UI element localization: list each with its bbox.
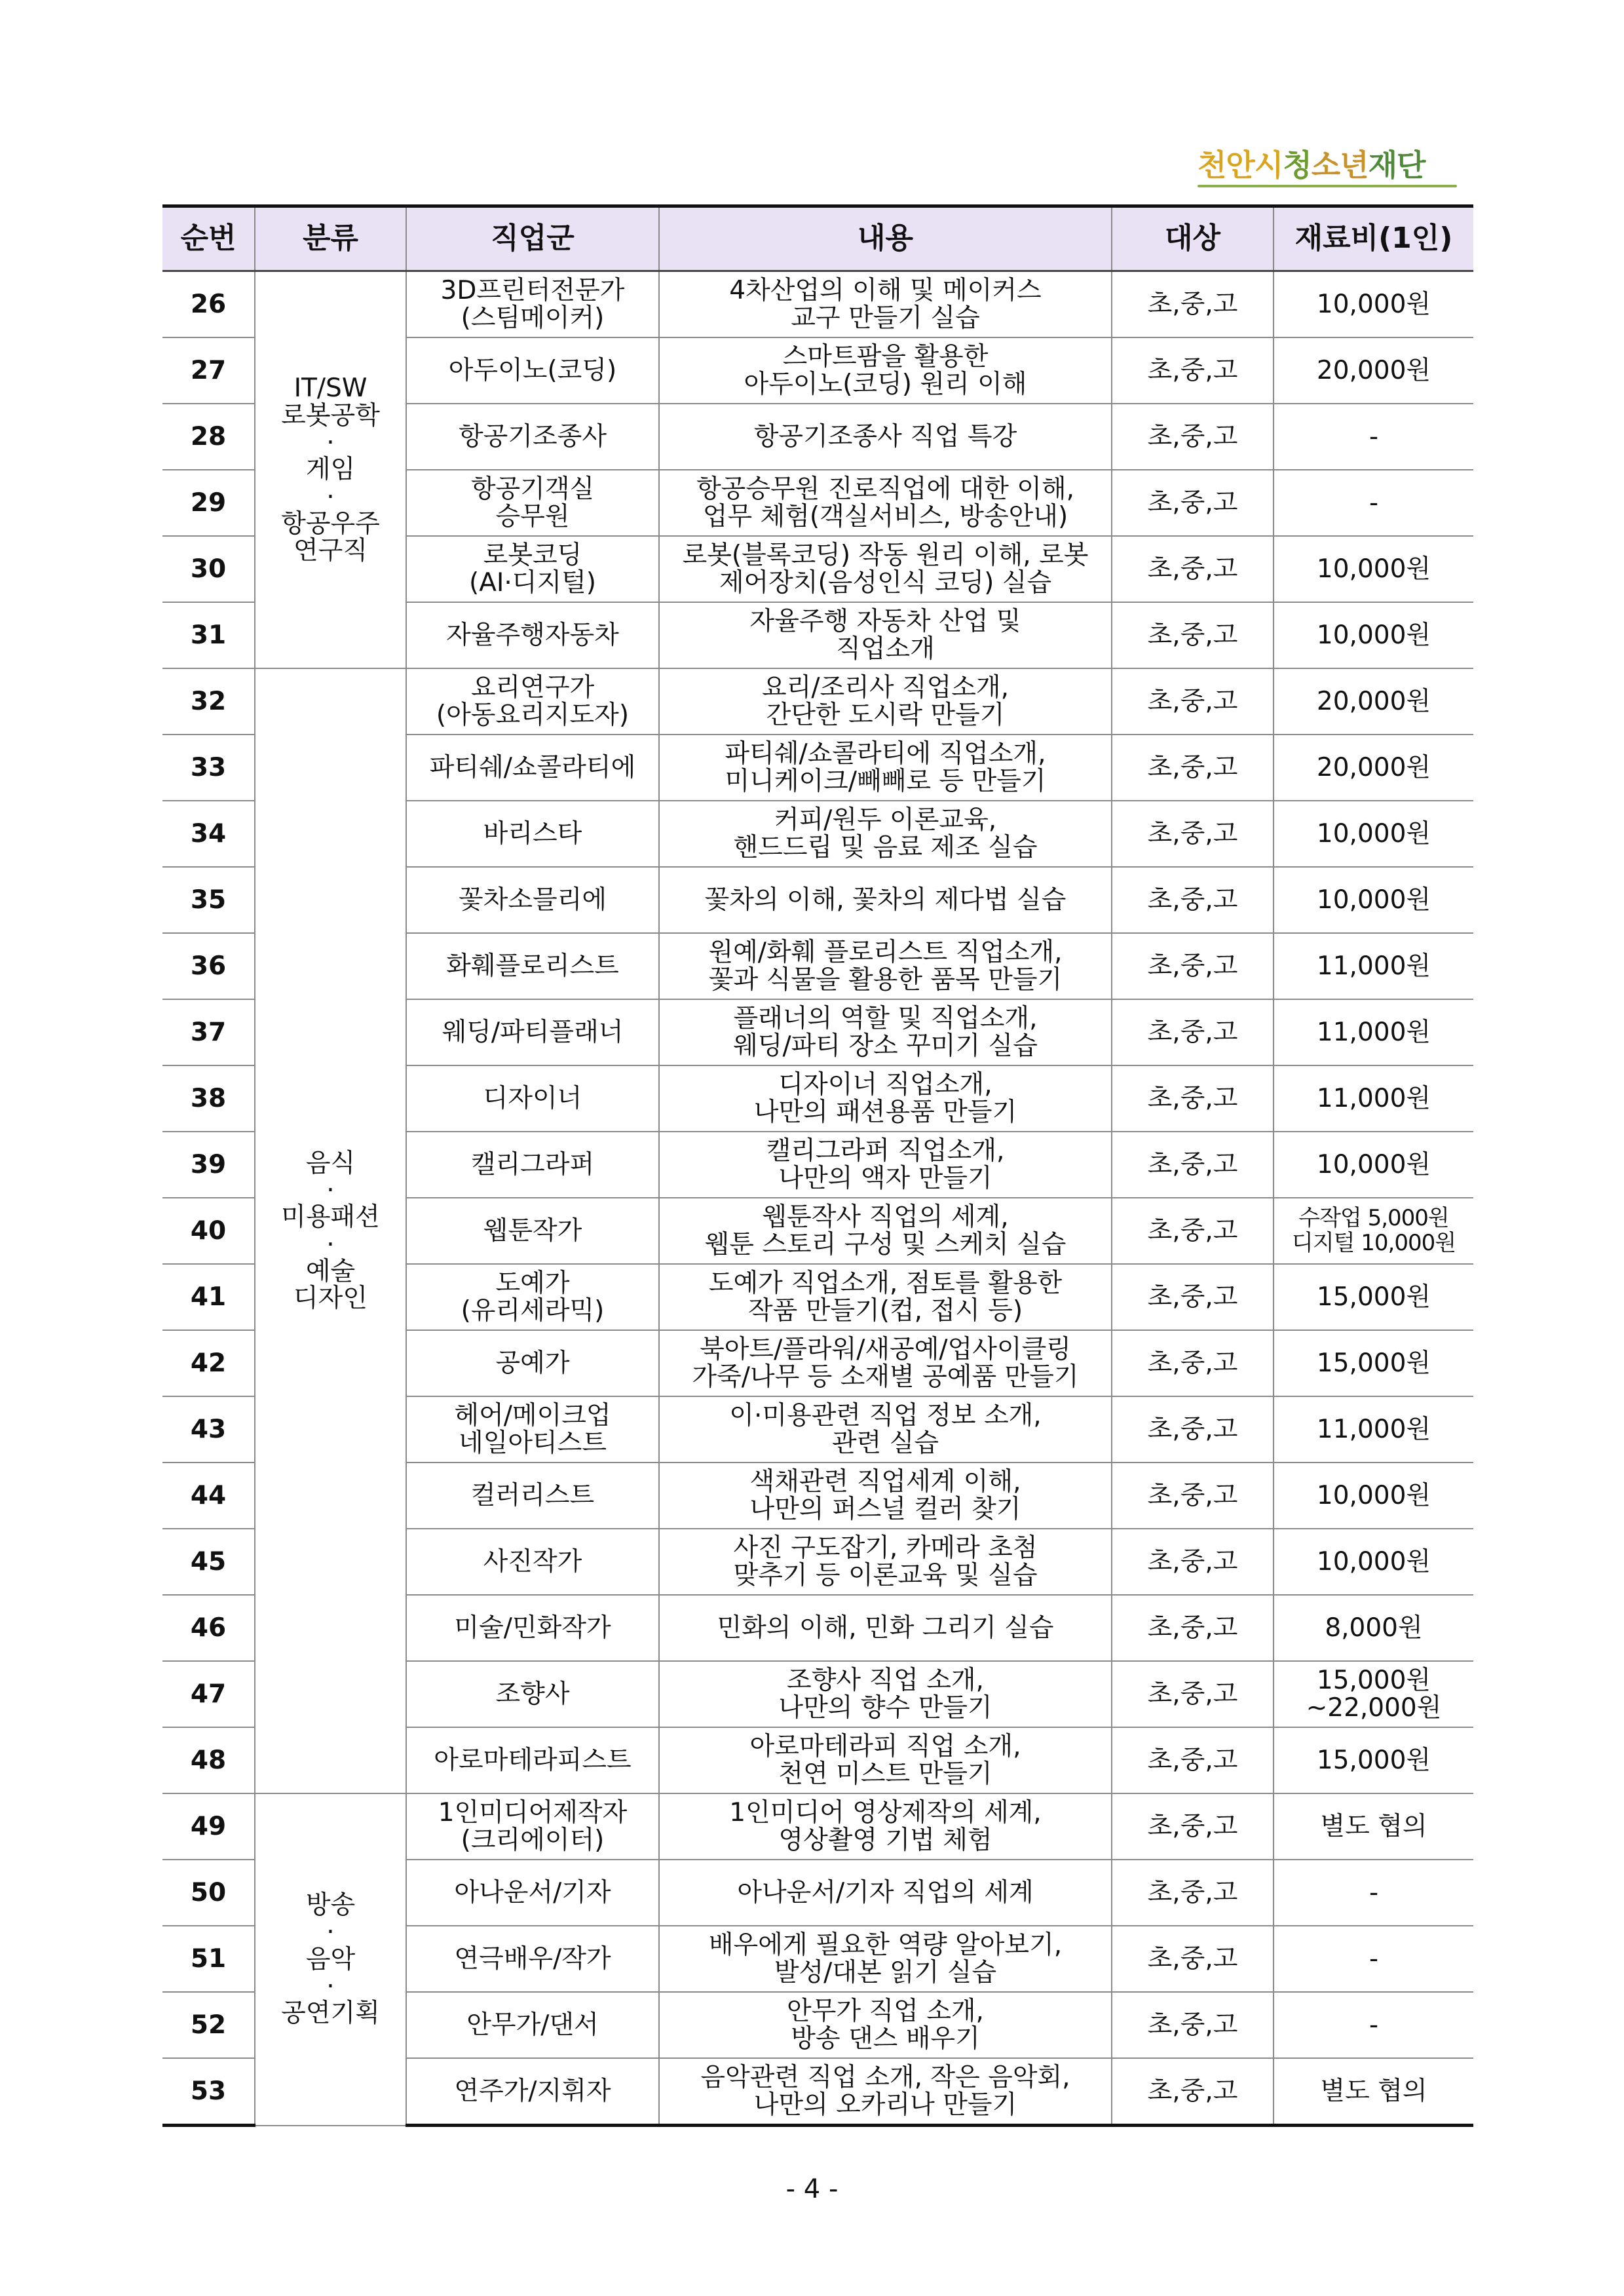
- job-group-cell: [406, 1529, 659, 1595]
- cell-line: 미니케이크/빼빼로 등 만들기: [725, 766, 1046, 796]
- material-fee-cell: [1274, 668, 1473, 735]
- cell-line: 4차산업의 이해 및 메이커스: [729, 276, 1042, 306]
- cell-line: 캘리그라퍼 직업소개,: [766, 1136, 1005, 1166]
- cell-line: 1인미디어제작자: [438, 1798, 628, 1828]
- material-fee-cell: [1274, 470, 1473, 536]
- content-cell: [659, 735, 1112, 801]
- content-cell: [659, 1463, 1112, 1529]
- cell-line: 교구 만들기 실습: [791, 303, 980, 333]
- target-cell: 초,중,고: [1112, 933, 1274, 999]
- row-number: 50: [162, 1860, 255, 1926]
- row-number: 48: [162, 1727, 255, 1793]
- cell-line: 1인미디어 영상제작의 세계,: [729, 1798, 1042, 1828]
- cell-line: -: [1369, 2010, 1379, 2040]
- content-cell: [659, 1661, 1112, 1727]
- target-cell: 초,중,고: [1112, 2058, 1274, 2126]
- target-cell: 초,중,고: [1112, 1330, 1274, 1396]
- logo-underline: [1198, 185, 1457, 187]
- cell-line: 나만의 퍼스널 컬러 찾기: [749, 1494, 1021, 1524]
- cell-line: 스마트팜을 활용한: [782, 342, 989, 372]
- cell-line: (AI·디지털): [468, 567, 597, 598]
- material-fee-cell: [1274, 999, 1473, 1065]
- row-number: 40: [162, 1198, 255, 1264]
- cell-line: -: [1369, 1877, 1379, 1907]
- job-group-cell: [406, 1793, 659, 1860]
- material-fee-cell: [1274, 1330, 1473, 1396]
- job-group-cell: [406, 1595, 659, 1661]
- row-number: 28: [162, 404, 255, 470]
- job-group-cell: [406, 1661, 659, 1727]
- cell-line: 음악관련 직업 소개, 작은 음악회,: [700, 2063, 1070, 2093]
- target-cell: 초,중,고: [1112, 1926, 1274, 1992]
- cell-line: ·: [326, 482, 335, 512]
- table-row: [162, 1793, 1473, 1860]
- job-group-cell: [406, 337, 659, 404]
- job-group-cell: [406, 1992, 659, 2058]
- cell-line: 아두이노(코딩): [448, 355, 617, 385]
- cell-line: 10,000원: [1316, 620, 1431, 650]
- job-group-cell: [406, 1926, 659, 1992]
- cell-line: ·: [326, 1175, 335, 1205]
- cell-line: ·: [326, 1917, 335, 1947]
- target-cell: 초,중,고: [1112, 1793, 1274, 1860]
- material-fee-cell: [1274, 1463, 1473, 1529]
- target-cell: 초,중,고: [1112, 404, 1274, 470]
- target-cell: 초,중,고: [1112, 536, 1274, 602]
- cell-line: 11,000원: [1316, 1017, 1431, 1047]
- cell-line: 바리스타: [483, 818, 582, 849]
- cell-line: 나만의 오카리나 만들기: [753, 2090, 1017, 2120]
- job-group-cell: [406, 867, 659, 933]
- content-cell: [659, 1132, 1112, 1198]
- row-number: 49: [162, 1793, 255, 1860]
- content-cell: [659, 801, 1112, 867]
- material-fee-cell: [1274, 1132, 1473, 1198]
- cell-line: 나만의 패션용품 만들기: [753, 1097, 1017, 1127]
- cell-line: 게임: [305, 455, 356, 485]
- cell-line: 항공기조종사: [458, 421, 607, 451]
- cell-line: 공예가: [495, 1348, 570, 1378]
- material-fee-cell: [1274, 933, 1473, 999]
- cell-line: 아나운서/기자: [454, 1877, 611, 1907]
- job-group-cell: [406, 1463, 659, 1529]
- content-cell: [659, 1198, 1112, 1264]
- job-group-cell: [406, 271, 659, 338]
- cell-line: 조향사: [495, 1679, 570, 1709]
- row-number: 31: [162, 602, 255, 668]
- header-category: 분류: [255, 206, 406, 271]
- cell-line: 웨딩/파티플래너: [442, 1017, 624, 1047]
- cell-line: 아로마테라피 직업 소개,: [749, 1732, 1021, 1762]
- content-cell: [659, 470, 1112, 536]
- content-cell: [659, 2058, 1112, 2126]
- target-cell: 초,중,고: [1112, 337, 1274, 404]
- cell-line: 웹툰 스토리 구성 및 스케치 실습: [704, 1229, 1067, 1259]
- material-fee-cell: [1274, 867, 1473, 933]
- cell-line: 항공우주: [281, 508, 380, 539]
- material-fee-cell: [1274, 1529, 1473, 1595]
- job-group-cell: [406, 1727, 659, 1793]
- content-cell: [659, 337, 1112, 404]
- row-number: 43: [162, 1396, 255, 1463]
- page-number: - 4 -: [785, 2174, 839, 2204]
- cell-line: 항공승무원 진로직업에 대한 이해,: [696, 474, 1075, 505]
- content-cell: [659, 1595, 1112, 1661]
- cell-line: 이·미용관련 직업 정보 소개,: [729, 1401, 1042, 1431]
- category-cell: [255, 668, 406, 1793]
- cell-line: 디지털 10,000원: [1291, 1229, 1456, 1256]
- cell-line: 연구직: [293, 536, 368, 566]
- content-cell: [659, 668, 1112, 735]
- row-number: 42: [162, 1330, 255, 1396]
- target-cell: 초,중,고: [1112, 1595, 1274, 1661]
- content-cell: [659, 602, 1112, 668]
- target-cell: 초,중,고: [1112, 735, 1274, 801]
- cell-line: 음악: [305, 1944, 356, 1974]
- row-number: 29: [162, 470, 255, 536]
- cell-line: 11,000원: [1316, 1083, 1431, 1113]
- cell-line: 사진작가: [483, 1546, 582, 1577]
- cell-line: 플래너의 역할 및 직업소개,: [733, 1004, 1038, 1034]
- cell-line: 작품 만들기(컵, 접시 등): [747, 1295, 1023, 1326]
- cell-line: 미용패션: [281, 1202, 380, 1233]
- cell-line: ·: [326, 1971, 335, 2001]
- cell-line: 음식: [305, 1148, 356, 1178]
- cell-line: 8,000원: [1325, 1613, 1423, 1643]
- cell-line: 배우에게 필요한 역량 알아보기,: [708, 1930, 1063, 1961]
- row-number: 27: [162, 337, 255, 404]
- target-cell: 초,중,고: [1112, 1992, 1274, 2058]
- job-group-cell: [406, 999, 659, 1065]
- cell-line: 요리연구가: [470, 673, 595, 703]
- material-fee-cell: [1274, 735, 1473, 801]
- cell-line: 꽃차소믈리에: [458, 885, 607, 915]
- material-fee-cell: [1274, 337, 1473, 404]
- cell-line: 로봇(블록코딩) 작동 원리 이해, 로봇: [682, 541, 1089, 571]
- cell-line: 디자인: [293, 1284, 368, 1314]
- category-cell: [255, 1793, 406, 2126]
- cell-line: ·: [326, 1229, 335, 1259]
- cell-line: 업무 체험(객실서비스, 방송안내): [702, 501, 1068, 531]
- job-group-cell: [406, 602, 659, 668]
- cell-line: (유리세라믹): [461, 1295, 605, 1326]
- cell-line: ·: [326, 428, 335, 457]
- cell-line: (아동요리지도자): [436, 700, 630, 730]
- header-material-fee: 재료비(1인): [1274, 206, 1473, 271]
- cell-line: 디자이너 직업소개,: [778, 1070, 992, 1100]
- row-number: 41: [162, 1264, 255, 1330]
- cell-line: 맞추기 등 이론교육 및 실습: [733, 1560, 1038, 1590]
- job-group-cell: [406, 1198, 659, 1264]
- row-number: 30: [162, 536, 255, 602]
- target-cell: 초,중,고: [1112, 1065, 1274, 1132]
- cell-line: 사진 구도잡기, 카메라 초첨: [733, 1533, 1038, 1563]
- material-fee-cell: [1274, 1065, 1473, 1132]
- cell-line: 컬러리스트: [470, 1480, 595, 1510]
- content-cell: [659, 933, 1112, 999]
- content-cell: [659, 271, 1112, 338]
- material-fee-cell: [1274, 1860, 1473, 1926]
- content-cell: [659, 1793, 1112, 1860]
- row-number: 44: [162, 1463, 255, 1529]
- cell-line: 화훼플로리스트: [446, 951, 619, 981]
- target-cell: 초,중,고: [1112, 668, 1274, 735]
- content-cell: [659, 1529, 1112, 1595]
- row-number: 53: [162, 2058, 255, 2126]
- target-cell: 초,중,고: [1112, 867, 1274, 933]
- cell-line: 15,000원: [1316, 1666, 1431, 1696]
- cell-line: 10,000원: [1316, 1149, 1431, 1179]
- cell-line: 민화의 이해, 민화 그리기 실습: [717, 1613, 1054, 1643]
- cell-line: 10,000원: [1316, 1546, 1431, 1577]
- cell-line: 20,000원: [1316, 752, 1431, 782]
- content-cell: [659, 1727, 1112, 1793]
- target-cell: 초,중,고: [1112, 1860, 1274, 1926]
- cell-line: 가죽/나무 등 소재별 공예품 만들기: [692, 1362, 1079, 1392]
- target-cell: 초,중,고: [1112, 602, 1274, 668]
- cell-line: 조향사 직업 소개,: [787, 1666, 984, 1696]
- job-group-cell: [406, 801, 659, 867]
- row-number: 46: [162, 1595, 255, 1661]
- target-cell: 초,중,고: [1112, 1727, 1274, 1793]
- cell-line: 웹툰작가: [483, 1215, 582, 1246]
- cell-line: 핸드드립 및 음료 제조 실습: [733, 832, 1038, 862]
- content-cell: [659, 1065, 1112, 1132]
- cell-line: 미술/민화작가: [454, 1613, 611, 1643]
- cell-line: 11,000원: [1316, 1414, 1431, 1444]
- material-fee-cell: [1274, 1661, 1473, 1727]
- job-group-cell: [406, 1396, 659, 1463]
- cell-line: 10,000원: [1316, 554, 1431, 584]
- row-number: 36: [162, 933, 255, 999]
- cell-line: 로봇공학: [281, 400, 380, 430]
- job-group-cell: [406, 404, 659, 470]
- target-cell: 초,중,고: [1112, 1529, 1274, 1595]
- cell-line: 자율주행자동차: [446, 620, 619, 650]
- cell-line: (크리에이터): [461, 1825, 605, 1855]
- job-group-cell: [406, 470, 659, 536]
- cell-line: 10,000원: [1316, 289, 1431, 319]
- cell-line: -: [1369, 488, 1379, 518]
- row-number: 52: [162, 1992, 255, 2058]
- target-cell: 초,중,고: [1112, 1396, 1274, 1463]
- category-cell: [255, 271, 406, 669]
- job-group-cell: [406, 735, 659, 801]
- material-fee-cell: [1274, 1926, 1473, 1992]
- row-number: 34: [162, 801, 255, 867]
- cell-line: 공연기획: [281, 1999, 380, 2029]
- job-group-cell: [406, 1860, 659, 1926]
- cell-line: 안무가/댄서: [466, 2010, 599, 2040]
- cell-line: (스팀메이커): [461, 303, 605, 333]
- cell-line: 파티쉐/쇼콜라티에: [429, 752, 636, 782]
- target-cell: 초,중,고: [1112, 1132, 1274, 1198]
- row-number: 39: [162, 1132, 255, 1198]
- table-header-row: [162, 206, 1473, 271]
- target-cell: 초,중,고: [1112, 999, 1274, 1065]
- material-fee-cell: [1274, 801, 1473, 867]
- job-group-cell: [406, 668, 659, 735]
- row-number: 26: [162, 271, 255, 338]
- row-number: 51: [162, 1926, 255, 1992]
- cell-line: -: [1369, 421, 1379, 451]
- cell-line: 네일아티스트: [458, 1428, 607, 1458]
- header-target: 대상: [1112, 206, 1274, 271]
- cell-line: 제어장치(음성인식 코딩) 실습: [719, 567, 1052, 598]
- cell-line: 파티쉐/쇼콜라티에 직업소개,: [725, 739, 1046, 769]
- cell-line: 아나운서/기자 직업의 세계: [737, 1877, 1034, 1907]
- cell-line: 도예가 직업소개, 점토를 활용한: [708, 1269, 1063, 1299]
- cell-line: 항공기객실: [470, 474, 595, 505]
- cell-line: 도예가: [495, 1269, 570, 1299]
- material-fee-cell: [1274, 2058, 1473, 2126]
- cell-line: 수작업 5,000원: [1298, 1205, 1449, 1232]
- cell-line: 커피/원두 이론교육,: [774, 805, 997, 835]
- content-cell: [659, 1926, 1112, 1992]
- content-cell: [659, 1396, 1112, 1463]
- table-row: [162, 668, 1473, 735]
- cell-line: 10,000원: [1316, 885, 1431, 915]
- material-fee-cell: [1274, 1595, 1473, 1661]
- cell-line: 예술: [305, 1256, 356, 1286]
- cell-line: 디자이너: [483, 1083, 582, 1113]
- cell-line: 웹툰작사 직업의 세계,: [762, 1202, 1009, 1233]
- job-group-cell: [406, 1264, 659, 1330]
- header-job-group: 직업군: [406, 206, 659, 271]
- content-cell: [659, 1330, 1112, 1396]
- target-cell: 초,중,고: [1112, 1661, 1274, 1727]
- cell-line: 천연 미스트 만들기: [778, 1759, 992, 1789]
- header-content: 내용: [659, 206, 1112, 271]
- target-cell: 초,중,고: [1112, 801, 1274, 867]
- cell-line: 요리/조리사 직업소개,: [762, 673, 1009, 703]
- target-cell: 초,중,고: [1112, 1463, 1274, 1529]
- material-fee-cell: [1274, 1727, 1473, 1793]
- row-number: 37: [162, 999, 255, 1065]
- content-cell: [659, 867, 1112, 933]
- cell-line: 20,000원: [1316, 686, 1431, 716]
- cell-line: 15,000원: [1316, 1282, 1431, 1312]
- cell-line: 항공기조종사 직업 특강: [753, 421, 1017, 451]
- cell-line: 아두이노(코딩) 원리 이해: [744, 369, 1027, 399]
- cell-line: 별도 협의: [1320, 2076, 1427, 2106]
- material-fee-cell: [1274, 1992, 1473, 2058]
- cell-line: 꽃차의 이해, 꽃차의 제다법 실습: [704, 885, 1067, 915]
- cell-line: 아로마테라피스트: [434, 1745, 632, 1775]
- cell-line: 간단한 도시락 만들기: [766, 700, 1005, 730]
- cell-line: -: [1369, 1943, 1379, 1974]
- cell-line: 10,000원: [1316, 1480, 1431, 1510]
- material-fee-cell: [1274, 536, 1473, 602]
- cell-line: 11,000원: [1316, 951, 1431, 981]
- cell-line: 발성/대본 읽기 실습: [774, 1957, 997, 1987]
- cell-line: 20,000원: [1316, 355, 1431, 385]
- material-fee-cell: [1274, 1396, 1473, 1463]
- cell-line: 헤어/메이크업: [454, 1401, 611, 1431]
- content-cell: [659, 1264, 1112, 1330]
- row-number: 33: [162, 735, 255, 801]
- foundation-logo: 천안시청소년재단: [1198, 147, 1426, 183]
- row-number: 45: [162, 1529, 255, 1595]
- job-group-cell: [406, 1330, 659, 1396]
- material-fee-cell: [1274, 1264, 1473, 1330]
- cell-line: 별도 협의: [1320, 1811, 1427, 1841]
- cell-line: 방송 댄스 배우기: [791, 2023, 980, 2054]
- cell-line: 관련 실습: [831, 1428, 939, 1458]
- target-cell: 초,중,고: [1112, 1198, 1274, 1264]
- cell-line: 15,000원: [1316, 1745, 1431, 1775]
- job-group-cell: [406, 1132, 659, 1198]
- cell-line: 자율주행 자동차 산업 및: [749, 607, 1021, 637]
- cell-line: 승무원: [495, 501, 570, 531]
- material-fee-cell: [1274, 271, 1473, 338]
- material-fee-cell: [1274, 404, 1473, 470]
- row-number: 35: [162, 867, 255, 933]
- row-number: 38: [162, 1065, 255, 1132]
- material-fee-cell: [1274, 1198, 1473, 1264]
- content-cell: [659, 536, 1112, 602]
- cell-line: 연주가/지휘자: [454, 2076, 611, 2106]
- cell-line: IT/SW: [293, 373, 368, 404]
- cell-line: 나만의 향수 만들기: [778, 1693, 992, 1723]
- cell-line: 원예/화훼 플로리스트 직업소개,: [708, 938, 1063, 968]
- job-group-cell: [406, 933, 659, 999]
- job-group-cell: [406, 536, 659, 602]
- content-cell: [659, 999, 1112, 1065]
- cell-line: 북아트/플라워/새공예/업사이클링: [700, 1335, 1071, 1365]
- cell-line: 안무가 직업 소개,: [787, 1997, 984, 2027]
- table-row: [162, 271, 1473, 338]
- cell-line: 로봇코딩: [483, 541, 582, 571]
- target-cell: 초,중,고: [1112, 271, 1274, 338]
- cell-line: 10,000원: [1316, 818, 1431, 849]
- row-number: 47: [162, 1661, 255, 1727]
- job-group-cell: [406, 2058, 659, 2126]
- content-cell: [659, 404, 1112, 470]
- cell-line: 방송: [305, 1890, 356, 1920]
- cell-line: 15,000원: [1316, 1348, 1431, 1378]
- target-cell: 초,중,고: [1112, 1264, 1274, 1330]
- cell-line: 꽃과 식물을 활용한 품목 만들기: [708, 965, 1063, 995]
- cell-line: 영상촬영 기법 체험: [778, 1825, 992, 1855]
- row-number: 32: [162, 668, 255, 735]
- cell-line: 3D프린터전문가: [440, 276, 625, 306]
- cell-line: ~22,000원: [1306, 1693, 1442, 1723]
- content-cell: [659, 1992, 1112, 2058]
- cell-line: 나만의 액자 만들기: [778, 1163, 992, 1193]
- content-cell: [659, 1860, 1112, 1926]
- cell-line: 캘리그라퍼: [470, 1149, 595, 1179]
- material-fee-cell: [1274, 1793, 1473, 1860]
- career-program-table: [162, 204, 1473, 2127]
- cell-line: 웨딩/파티 장소 꾸미기 실습: [733, 1031, 1038, 1061]
- job-group-cell: [406, 1065, 659, 1132]
- cell-line: 직업소개: [836, 634, 935, 664]
- header-number: 순번: [162, 206, 255, 271]
- material-fee-cell: [1274, 602, 1473, 668]
- cell-line: 연극배우/작가: [454, 1943, 611, 1974]
- cell-line: 색채관련 직업세계 이해,: [749, 1467, 1021, 1497]
- target-cell: 초,중,고: [1112, 470, 1274, 536]
